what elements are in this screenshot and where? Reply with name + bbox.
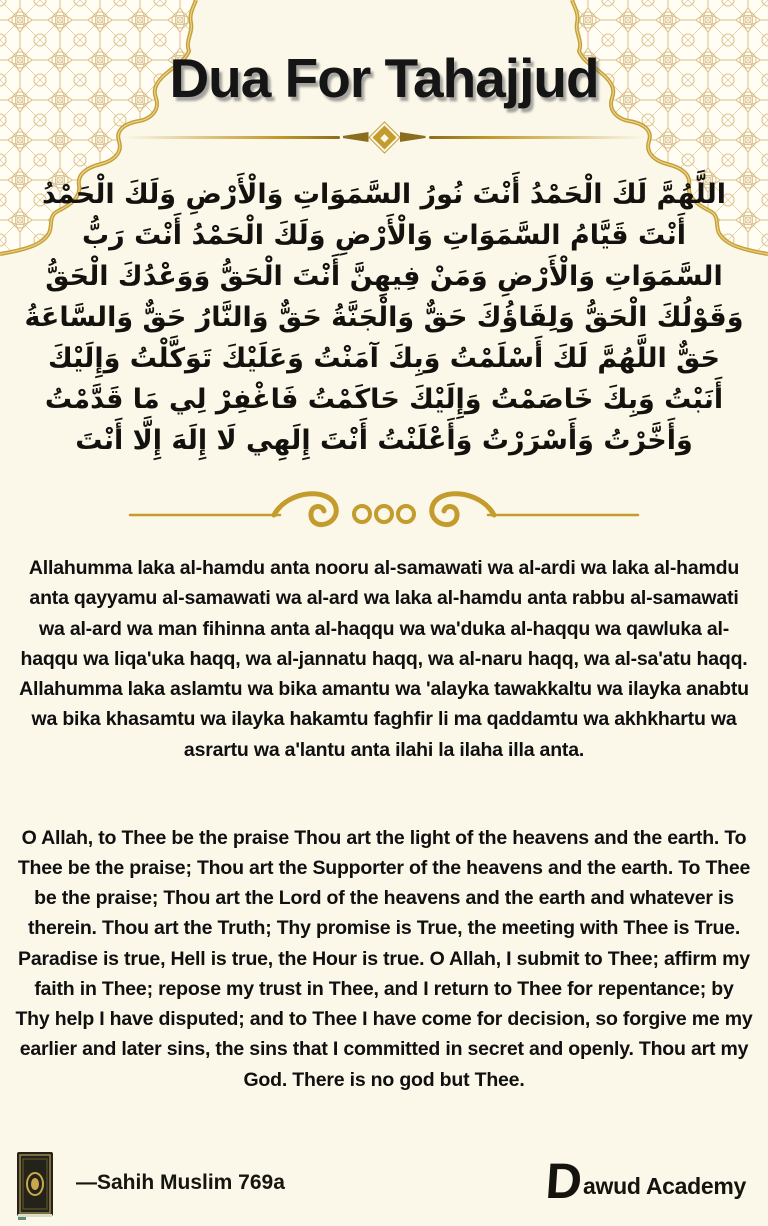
divider-wing-left xyxy=(343,132,369,142)
divider-wing-right xyxy=(400,132,426,142)
transliteration-text: Allahumma laka al-hamdu anta nooru al-samawati wa al-ardi wa laka al-hamdu anta qayyamu al-samawati wa al-ard wa laka al-hamdu anta rabbu al-samawati wa al-ard wa man fihinna anta al-haqqu wa wa'duka al-haqqu wa qawluka al-haqqu wa liqa'uka haqq, wa al-jannatu haqq, wa al-naru haqq, wa al-sa'atu haqq. Allahumma laka aslamtu wa bika amantu wa 'alayka tawakkaltu wa ilayka anabtu wa bika khasamtu wa ilayka hakamtu faghfir li ma qaddamtu wa akhkhartu wa asrartu wa a'lantu anta ilahi la ilaha illa anta. xyxy=(19,557,749,761)
brand-name: awud Academy xyxy=(583,1172,746,1199)
source-citation: —Sahih Muslim 769a xyxy=(76,1171,285,1194)
quran-book-icon xyxy=(16,1150,56,1222)
footer xyxy=(0,1140,768,1226)
divider-diamond-icon xyxy=(372,125,396,149)
swirl-flourish-divider xyxy=(124,481,644,539)
brand-initial: D xyxy=(543,1153,584,1209)
divider-line-right xyxy=(429,136,645,139)
brand-logo xyxy=(543,1153,746,1209)
divider-line-left xyxy=(124,136,340,139)
diamond-rule-divider xyxy=(124,126,644,148)
translation-text: O Allah, to Thee be the praise Thou art the light of the heavens and the earth. To Thee be the praise; Thou art the Supporter of the heavens and the earth. To Thee be the praise; Thou art the Lord of the heavens and the earth and whatever is therein. Thou art the Truth; Thy promise is True, the meeting with Thee is True. Paradise is true, Hell is true, the Hour is true. O Allah, I submit to Thee; affirm my faith in Thee; repose my trust in Thee, and I return to Thee for repentance; by Thy help I have disputed; and to Thee I have come for decision, so forgive me my earlier and later sins, the sins that I committed in secret and openly. Thou art my God. There is no god but Thee. xyxy=(15,826,753,1091)
arabic-dua-text: اللَّهُمَّ لَكَ الْحَمْدُ أَنْتَ نُورُ السَّمَوَاتِ وَالْأَرْضِ وَلَكَ الْحَمْدُ أَنْتَ قَيَّامُ السَّمَوَاتِ وَالْأَرْضِ وَلَكَ الْحَمْدُ أَنْتَ رَبُّ السَّمَوَاتِ وَالْأَرْضِ وَمَنْ فِيهِنَّ أَنْتَ الْحَقُّ وَوَعْدُكَ الْحَقُّ وَقَوْلُكَ الْحَقُّ وَلِقَاؤُكَ حَقٌّ وَالْجَنَّةُ حَقٌّ وَالنَّارُ حَقٌّ وَالسَّاعَةُ حَقٌّ اللَّهُمَّ لَكَ أَسْلَمْتُ وَبِكَ آمَنْتُ وَعَلَيْكَ تَوَكَّلْتُ وَإِلَيْكَ أَنَبْتُ وَبِكَ خَاصَمْتُ وَإِلَيْكَ حَاكَمْتُ فَاغْفِرْ لِي مَا قَدَّمْتُ وَأَخَّرْتُ وَأَسْرَرْتُ وَأَعْلَنْتُ أَنْتَ إِلَهِي لَا إِلَهَ إِلَّا أَنْتَ xyxy=(24,179,744,457)
page-title: Dua For Tahajjud xyxy=(169,47,599,109)
